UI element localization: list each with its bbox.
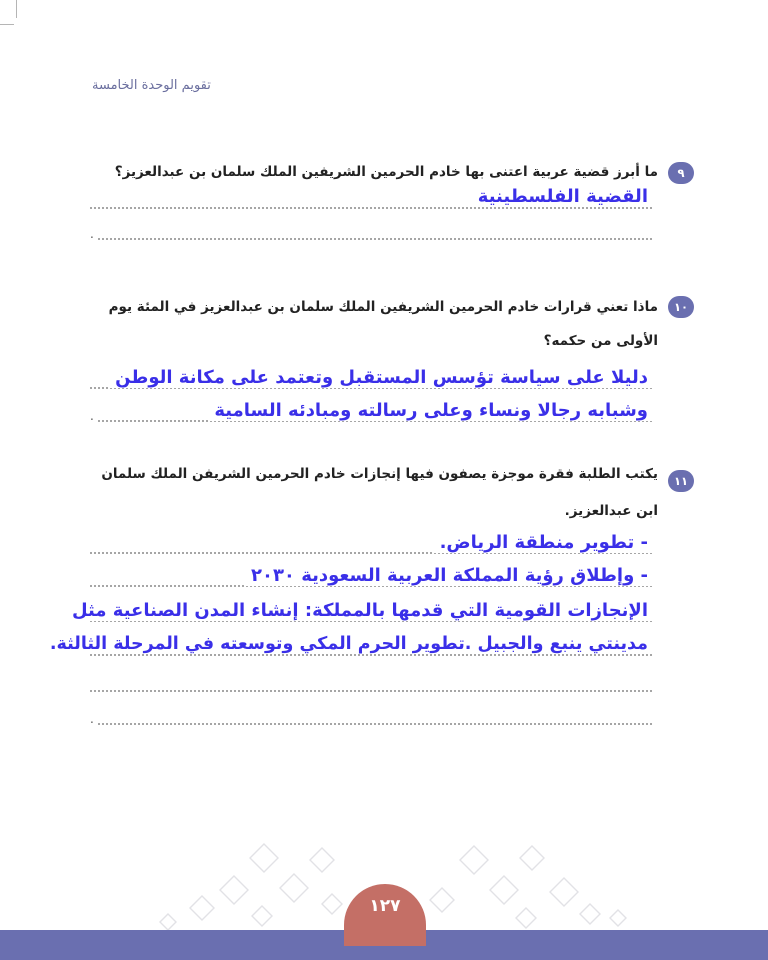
line-end-period: .: [90, 227, 94, 241]
answer-text: - وإطلاق رؤية المملكة العربية السعودية ٢٠٣٠: [245, 565, 652, 586]
answer-text: دليلا على سياسة تؤسس المستقبل وتعتمد على مكانة الوطن: [109, 367, 652, 388]
question-text: يكتب الطلبة فقرة موجزة يصفون فيها إنجازات خادم الحرمين الشريفن الملك سلمان: [101, 466, 658, 482]
answer-line: [90, 723, 652, 725]
answer-line: [90, 207, 652, 209]
line-end-period: .: [90, 712, 94, 726]
decorative-pattern-right: [420, 838, 740, 930]
question-number-badge: ١٠: [668, 296, 694, 318]
answer-text: - تطوير منطقة الرياض.: [434, 532, 652, 553]
answer-text: وشبابه رجالا ونساء وعلى رسالته ومبادئه السامية: [208, 400, 652, 421]
answer-line: [90, 654, 652, 656]
answer-line: [90, 690, 652, 692]
question-number-badge: ١١: [668, 470, 694, 492]
question-text: الأولى من حكمه؟: [543, 333, 658, 349]
question-text: ابن عبدالعزيز.: [564, 503, 658, 519]
question-number-badge: ٩: [668, 162, 694, 184]
answer-text: الإنجازات القومية التي قدمها بالمملكة: إنشاء المدن الصناعية مثل: [66, 600, 652, 621]
decorative-pattern-left: [40, 838, 360, 930]
line-end-period: .: [90, 409, 94, 423]
answer-text: القضية الفلسطينية: [472, 186, 652, 207]
page-number: ١٢٧: [369, 896, 401, 916]
unit-title: تقويم الوحدة الخامسة: [92, 78, 211, 93]
answer-line: [90, 238, 652, 240]
crop-mark: [16, 0, 17, 18]
question-text: ماذا تعني قرارات خادم الحرمين الشريفين الملك سلمان بن عبدالعزيز في المئة يوم: [108, 299, 658, 315]
answer-text: مدينتي ينبع والجبيل .تطوير الحرم المكي وتوسعته في المرحلة الثالثة.: [44, 634, 652, 654]
crop-mark: [0, 24, 14, 25]
question-text: ما أبرز قضية عربية اعتنى بها خادم الحرمين الشريفين الملك سلمان بن عبدالعزيز؟: [114, 164, 658, 180]
